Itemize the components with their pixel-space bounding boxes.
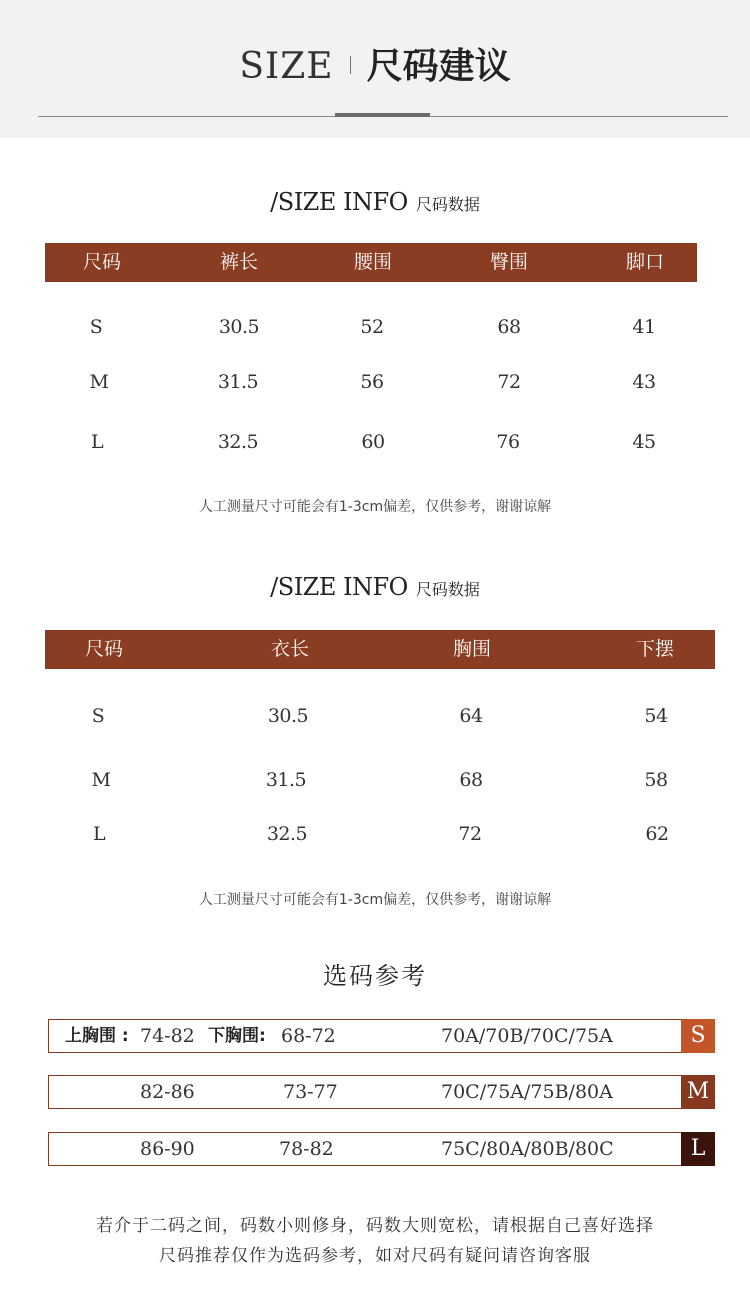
- table2-header: [45, 630, 715, 669]
- table-cell: 52: [360, 316, 384, 338]
- table-row: [0, 427, 750, 457]
- table-cell: 76: [496, 431, 520, 453]
- table-cell: 31.5: [217, 371, 259, 393]
- table-cell: 56: [360, 371, 384, 393]
- size-badge-m: M: [681, 1075, 715, 1109]
- table-cell: 54: [644, 705, 668, 727]
- table1-col-size: 尺码: [82, 251, 122, 273]
- table-cell: 72: [458, 823, 482, 845]
- table-cell: 60: [361, 431, 385, 453]
- table-cell: 31.5: [265, 769, 307, 791]
- table-row: [0, 819, 750, 849]
- lower-bust-value: 73-77: [283, 1081, 338, 1103]
- table-cell: 68: [459, 769, 483, 791]
- table-row: [0, 765, 750, 795]
- table-cell: M: [89, 371, 109, 393]
- upper-bust-value: 82-86: [140, 1081, 195, 1103]
- table-cell: 45: [632, 431, 656, 453]
- table2-title: [0, 572, 750, 605]
- table1-col-hip: 臀围: [489, 251, 529, 273]
- page-title-en: SIZE: [239, 46, 334, 87]
- upper-bust-value: 86-90: [140, 1138, 195, 1160]
- upper-bust-label: 上胸围 :: [65, 1026, 129, 1046]
- cup-sizes: 70A/70B/70C/75A: [441, 1025, 613, 1047]
- lower-bust-value: 78-82: [279, 1138, 334, 1160]
- page-title: [0, 44, 750, 90]
- header-accent-bar: [335, 113, 430, 117]
- page-title-cn: 尺码建议: [366, 46, 511, 87]
- table-cell: 64: [459, 705, 483, 727]
- table1-title: [0, 187, 750, 220]
- selection-row-s: [48, 1019, 715, 1053]
- table-row: [0, 312, 750, 342]
- selection-row-l: [48, 1132, 715, 1166]
- size-badge-l: L: [681, 1132, 715, 1166]
- table1-title-en: /SIZE INFO: [270, 188, 408, 216]
- table-cell: L: [92, 823, 106, 845]
- table-cell: 32.5: [217, 431, 259, 453]
- table-cell: S: [91, 705, 105, 727]
- table-cell: 41: [632, 316, 656, 338]
- table-row: [0, 701, 750, 731]
- table-cell: 32.5: [266, 823, 308, 845]
- size-badge-s: S: [681, 1019, 715, 1053]
- table2-title-cn: 尺码数据: [415, 580, 480, 599]
- footer-line-1: 若介于二码之间，码数小则修身，码数大则宽松，请根据自己喜好选择: [96, 1216, 654, 1236]
- table1-note: 人工测量尺寸可能会有1-3cm偏差，仅供参考，谢谢谅解: [198, 499, 552, 515]
- table1-title-cn: 尺码数据: [415, 195, 480, 214]
- lower-bust-label: 下胸围:: [208, 1026, 266, 1046]
- table-cell: 68: [497, 316, 521, 338]
- table-cell: 43: [632, 371, 656, 393]
- title-separator: [350, 56, 351, 74]
- table1-col-waist: 腰围: [353, 251, 393, 273]
- footer-line-2: 尺码推荐仅作为选码参考，如对尺码有疑问请咨询客服: [159, 1246, 591, 1266]
- table2-col-bust: 胸围: [452, 638, 492, 660]
- table2-title-en: /SIZE INFO: [270, 573, 408, 601]
- page-header: [0, 0, 750, 138]
- table-cell: M: [91, 769, 111, 791]
- table-row: [0, 367, 750, 397]
- table-cell: 30.5: [267, 705, 309, 727]
- cup-sizes: 70C/75A/75B/80A: [441, 1081, 613, 1103]
- table2-col-hem: 下摆: [635, 638, 675, 660]
- table1-col-pants-length: 裤长: [219, 251, 259, 273]
- table2-col-top-length: 衣长: [270, 638, 310, 660]
- table-cell: 62: [645, 823, 669, 845]
- table2-col-size: 尺码: [84, 638, 124, 660]
- table-cell: 30.5: [218, 316, 260, 338]
- lower-bust-value: 68-72: [281, 1025, 336, 1047]
- upper-bust-value: 74-82: [140, 1025, 195, 1047]
- table2-note: 人工测量尺寸可能会有1-3cm偏差，仅供参考，谢谢谅解: [198, 892, 552, 908]
- table-cell: 58: [644, 769, 668, 791]
- table1-col-leg-opening: 脚口: [625, 251, 665, 273]
- table-cell: 72: [497, 371, 521, 393]
- selection-row-m: [48, 1075, 715, 1109]
- table-cell: S: [89, 316, 103, 338]
- table1-header: [45, 243, 697, 282]
- cup-sizes: 75C/80A/80B/80C: [441, 1138, 614, 1160]
- selection-title: 选码参考: [323, 962, 427, 990]
- table-cell: L: [90, 431, 104, 453]
